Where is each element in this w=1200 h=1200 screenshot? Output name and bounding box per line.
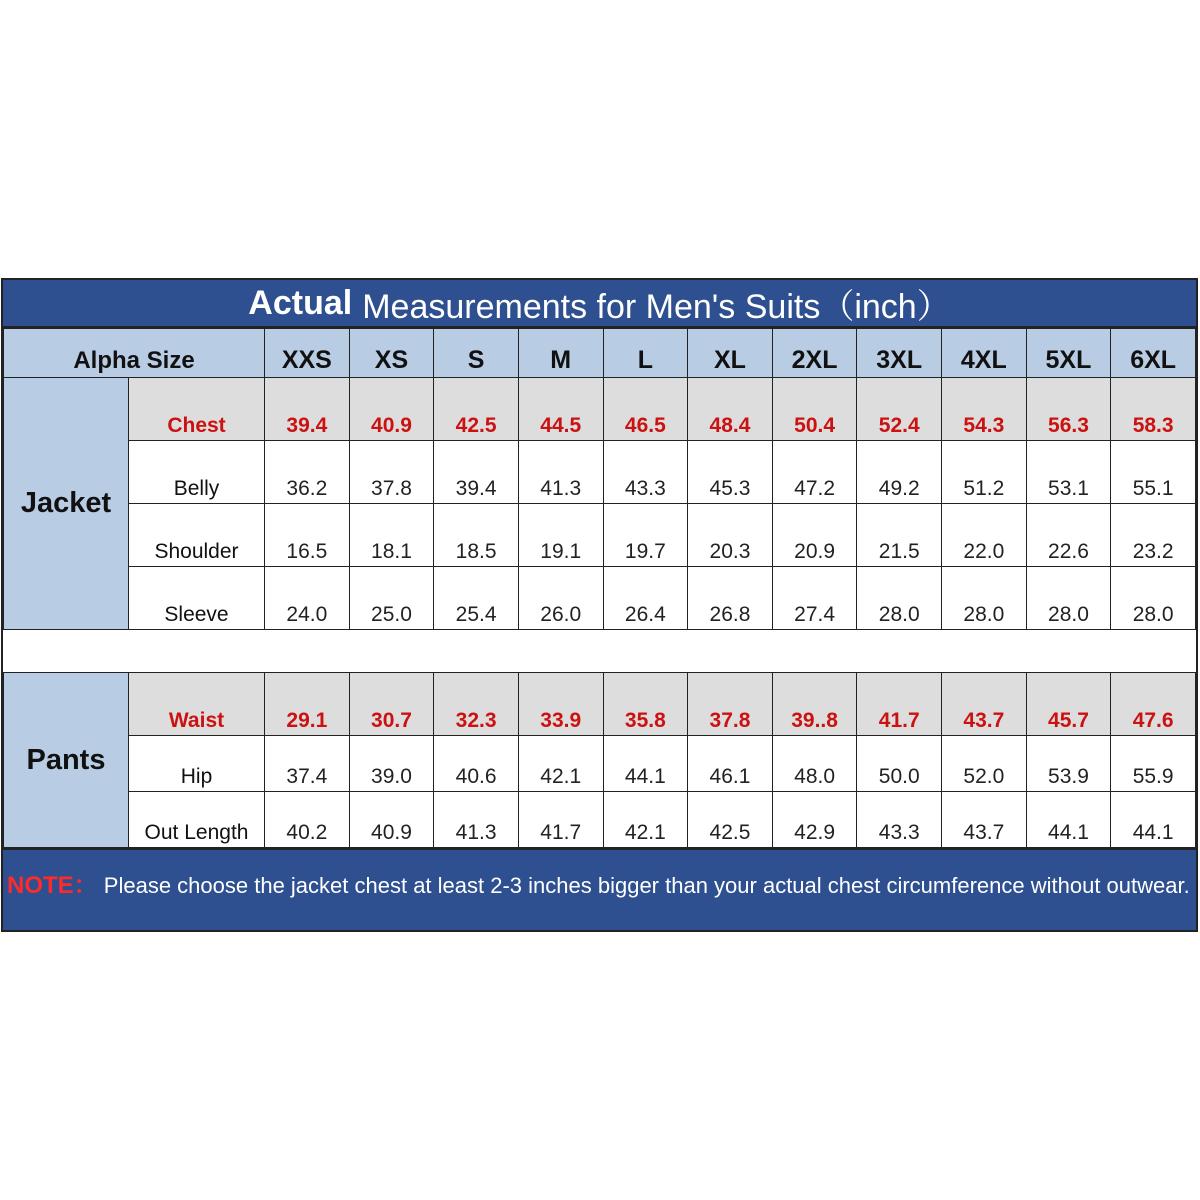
measurement-value: 24.0 bbox=[265, 567, 350, 630]
measurement-value: 39.0 bbox=[349, 736, 434, 792]
jacket-row-chest bbox=[4, 378, 1196, 441]
pants-row-out-length bbox=[4, 792, 1196, 848]
measurement-value: 22.0 bbox=[942, 504, 1027, 567]
measurement-value: 43.7 bbox=[942, 673, 1027, 736]
pants-group-label: Pants bbox=[4, 673, 129, 848]
measurement-value: 19.7 bbox=[603, 504, 688, 567]
measurement-value: 53.9 bbox=[1026, 736, 1111, 792]
measurement-value: 33.9 bbox=[518, 673, 603, 736]
measurement-value: 28.0 bbox=[857, 567, 942, 630]
measurement-value: 22.6 bbox=[1026, 504, 1111, 567]
measurement-value: 44.1 bbox=[1026, 792, 1111, 848]
measurement-value: 39.4 bbox=[265, 378, 350, 441]
measurement-value: 41.3 bbox=[518, 441, 603, 504]
measurement-value: 40.6 bbox=[434, 736, 519, 792]
measurement-value: 39..8 bbox=[772, 673, 857, 736]
measurement-value: 55.1 bbox=[1111, 441, 1196, 504]
measurement-value: 42.1 bbox=[518, 736, 603, 792]
measurement-value: 50.4 bbox=[772, 378, 857, 441]
title-bold: Actual bbox=[248, 283, 353, 322]
note-box bbox=[3, 848, 1196, 930]
measurement-value: 48.0 bbox=[772, 736, 857, 792]
measurement-label: Out Length bbox=[129, 792, 265, 848]
spacer-cell bbox=[4, 630, 1196, 673]
measurement-value: 37.4 bbox=[265, 736, 350, 792]
measurement-value: 44.1 bbox=[1111, 792, 1196, 848]
measurement-value: 35.8 bbox=[603, 673, 688, 736]
measurement-value: 32.3 bbox=[434, 673, 519, 736]
note-text: Please choose the jacket chest at least 2-3 inches bigger than your actual chest circumference without outwear. bbox=[97, 873, 1190, 898]
measurement-value: 40.9 bbox=[349, 378, 434, 441]
measurement-value: 18.1 bbox=[349, 504, 434, 567]
measurement-value: 19.1 bbox=[518, 504, 603, 567]
measurement-value: 28.0 bbox=[1111, 567, 1196, 630]
measurement-value: 26.4 bbox=[603, 567, 688, 630]
measurement-value: 43.3 bbox=[603, 441, 688, 504]
measurement-value: 16.5 bbox=[265, 504, 350, 567]
measurement-value: 29.1 bbox=[265, 673, 350, 736]
size-header-cell: L bbox=[603, 329, 688, 378]
measurement-value: 45.7 bbox=[1026, 673, 1111, 736]
note-label: NOTE： bbox=[7, 872, 98, 899]
jacket-row-sleeve bbox=[4, 567, 1196, 630]
jacket-group-label: Jacket bbox=[4, 378, 129, 630]
title-rest: Measurements for Men's Suits（inch） bbox=[362, 287, 951, 326]
alpha-size-label: Alpha Size bbox=[4, 329, 265, 378]
measurement-value: 39.4 bbox=[434, 441, 519, 504]
measurement-value: 28.0 bbox=[1026, 567, 1111, 630]
measurement-value: 47.6 bbox=[1111, 673, 1196, 736]
measurement-value: 26.8 bbox=[688, 567, 773, 630]
measurement-value: 42.9 bbox=[772, 792, 857, 848]
size-header-cell: XS bbox=[349, 329, 434, 378]
measurement-value: 58.3 bbox=[1111, 378, 1196, 441]
measurement-value: 26.0 bbox=[518, 567, 603, 630]
measurement-value: 46.5 bbox=[603, 378, 688, 441]
size-header-cell: M bbox=[518, 329, 603, 378]
measurement-value: 25.4 bbox=[434, 567, 519, 630]
measurement-label: Sleeve bbox=[129, 567, 265, 630]
measurement-value: 28.0 bbox=[942, 567, 1027, 630]
measurement-label: Shoulder bbox=[129, 504, 265, 567]
measurement-value: 43.3 bbox=[857, 792, 942, 848]
measurement-value: 51.2 bbox=[942, 441, 1027, 504]
measurement-value: 18.5 bbox=[434, 504, 519, 567]
measurement-value: 54.3 bbox=[942, 378, 1027, 441]
jacket-row-belly bbox=[4, 441, 1196, 504]
size-header-cell: 2XL bbox=[772, 329, 857, 378]
measurement-value: 44.5 bbox=[518, 378, 603, 441]
measurement-value: 50.0 bbox=[857, 736, 942, 792]
size-header-cell: 4XL bbox=[942, 329, 1027, 378]
measurement-value: 30.7 bbox=[349, 673, 434, 736]
measurement-value: 41.3 bbox=[434, 792, 519, 848]
section-spacer bbox=[4, 630, 1196, 673]
size-header-cell: XL bbox=[688, 329, 773, 378]
measurement-value: 27.4 bbox=[772, 567, 857, 630]
measurement-value: 44.1 bbox=[603, 736, 688, 792]
measurement-table bbox=[3, 328, 1196, 848]
measurement-value: 43.7 bbox=[942, 792, 1027, 848]
measurement-value: 41.7 bbox=[857, 673, 942, 736]
measurement-value: 36.2 bbox=[265, 441, 350, 504]
measurement-value: 40.9 bbox=[349, 792, 434, 848]
size-header-cell: S bbox=[434, 329, 519, 378]
measurement-value: 46.1 bbox=[688, 736, 773, 792]
measurement-value: 23.2 bbox=[1111, 504, 1196, 567]
measurement-value: 55.9 bbox=[1111, 736, 1196, 792]
measurement-value: 47.2 bbox=[772, 441, 857, 504]
measurement-value: 21.5 bbox=[857, 504, 942, 567]
measurement-label: Belly bbox=[129, 441, 265, 504]
size-chart bbox=[1, 278, 1198, 932]
measurement-value: 20.9 bbox=[772, 504, 857, 567]
jacket-row-shoulder bbox=[4, 504, 1196, 567]
size-header-cell: 6XL bbox=[1111, 329, 1196, 378]
measurement-value: 41.7 bbox=[518, 792, 603, 848]
size-header-cell: XXS bbox=[265, 329, 350, 378]
measurement-label: Chest bbox=[129, 378, 265, 441]
measurement-value: 52.0 bbox=[942, 736, 1027, 792]
pants-row-hip bbox=[4, 736, 1196, 792]
measurement-value: 40.2 bbox=[265, 792, 350, 848]
measurement-value: 42.1 bbox=[603, 792, 688, 848]
measurement-value: 56.3 bbox=[1026, 378, 1111, 441]
measurement-label: Waist bbox=[129, 673, 265, 736]
measurement-value: 49.2 bbox=[857, 441, 942, 504]
measurement-value: 42.5 bbox=[434, 378, 519, 441]
measurement-value: 52.4 bbox=[857, 378, 942, 441]
size-header-cell: 3XL bbox=[857, 329, 942, 378]
pants-row-waist bbox=[4, 673, 1196, 736]
size-header-cell: 5XL bbox=[1026, 329, 1111, 378]
measurement-value: 45.3 bbox=[688, 441, 773, 504]
measurement-value: 53.1 bbox=[1026, 441, 1111, 504]
measurement-value: 37.8 bbox=[688, 673, 773, 736]
measurement-value: 42.5 bbox=[688, 792, 773, 848]
measurement-value: 25.0 bbox=[349, 567, 434, 630]
measurement-value: 20.3 bbox=[688, 504, 773, 567]
measurement-value: 37.8 bbox=[349, 441, 434, 504]
measurement-label: Hip bbox=[129, 736, 265, 792]
measurement-value: 48.4 bbox=[688, 378, 773, 441]
size-header-row bbox=[4, 329, 1196, 378]
chart-title bbox=[3, 280, 1196, 328]
